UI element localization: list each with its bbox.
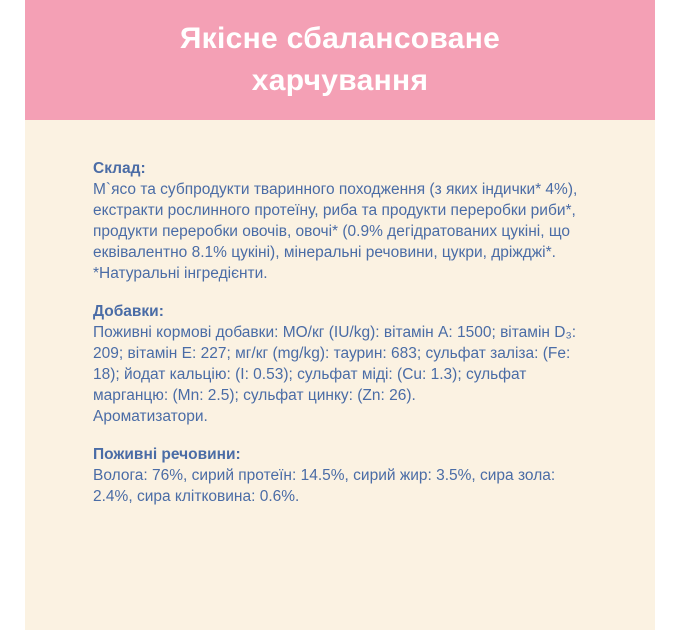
section-composition bbox=[93, 158, 597, 284]
composition-footnote: *Натуральні інгредієнти. bbox=[93, 265, 268, 282]
section-nutrients bbox=[93, 444, 597, 507]
label-panel bbox=[25, 0, 655, 630]
additives-text: Поживні кормові добавки: МО/кг (IU/kg): вітамін A: 1500; вітамін D₃: 209; вітамін E: 227; мг/кг (mg/kg): таурин: 683; сульфат заліза: (Fe: 18); йодат кальцію: (I: 0.53); сульфат міді: (Cu: 1.3); сульфат марганцю: (Mn: 2.5); сульфат цинку: (Zn: 26). bbox=[93, 324, 577, 404]
page-title-line1: Якісне сбалансоване bbox=[179, 22, 501, 55]
additives-flavourings: Ароматизатори. bbox=[93, 408, 208, 425]
nutrients-heading: Поживні речовини: bbox=[93, 446, 241, 463]
header-banner bbox=[25, 0, 655, 120]
additives-heading: Добавки: bbox=[93, 303, 164, 320]
composition-heading: Склад: bbox=[93, 160, 146, 177]
page-title-line2: харчування bbox=[251, 64, 429, 97]
composition-text: М`ясо та субпродукти тваринного походження (з яких індички* 4%), екстракти рослинного протеїну, риба та продукти переробки риби*, продукти переробки овочів, овочі* (0.9% дегідратованих цукіні, що еквівалентно 8.1% цукіні), мінеральні речовини, цукри, дріжджі*. bbox=[93, 181, 578, 261]
nutrients-text: Волога: 76%, сирий протеїн: 14.5%, сирий жир: 3.5%, сира зола: 2.4%, сира клітковина: 0.6%. bbox=[93, 467, 556, 505]
label-body bbox=[25, 120, 655, 630]
section-additives bbox=[93, 301, 597, 427]
